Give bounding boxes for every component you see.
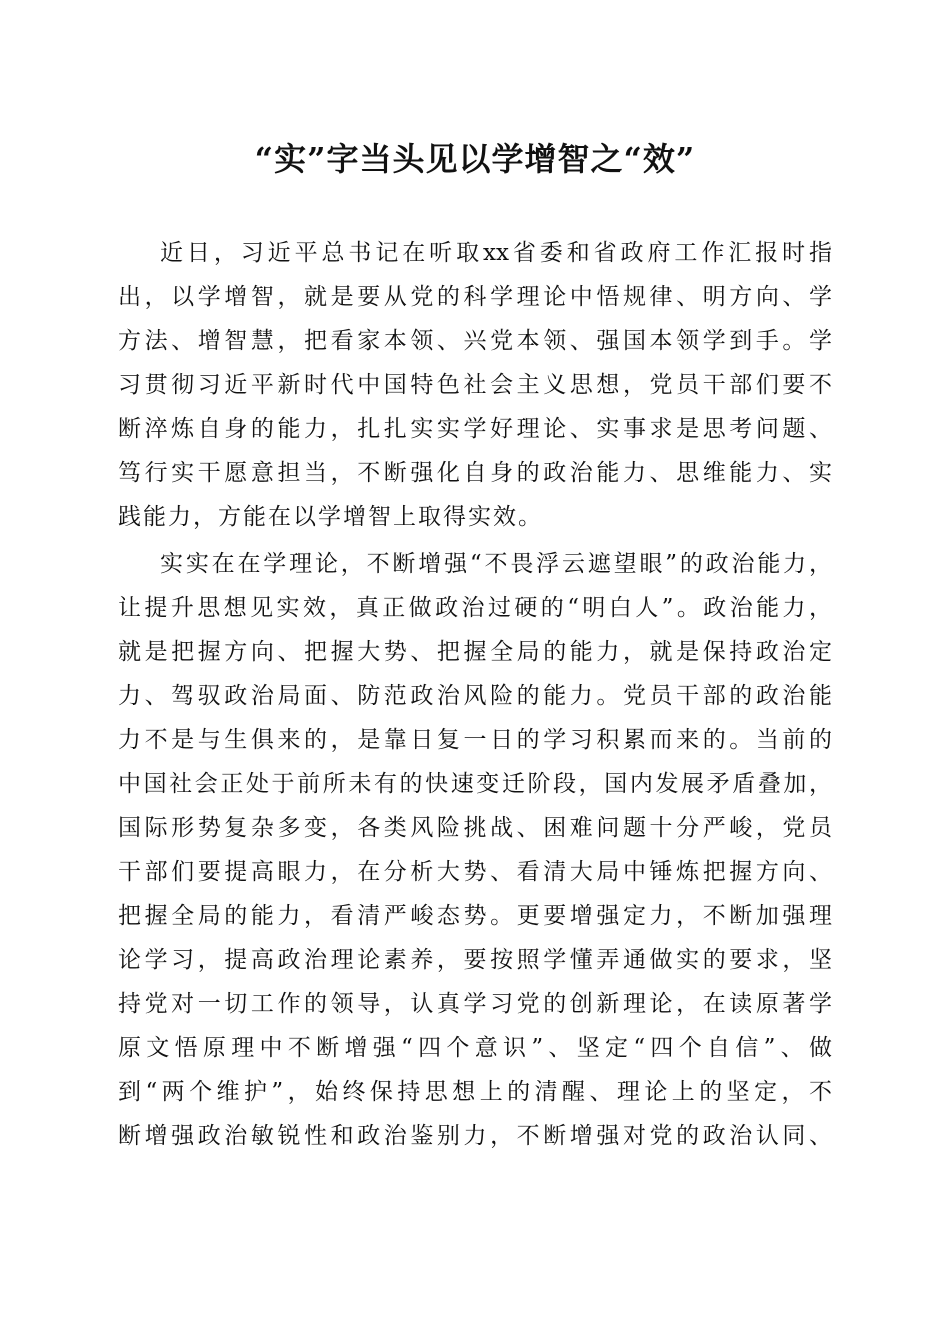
paragraph-line: 论学习，提高政治理论素养，要按照学懂弄通做实的要求，坚	[118, 947, 832, 973]
paragraph-line: 把握全局的能力，看清严峻态势。更要增强定力，不断加强理	[118, 903, 832, 929]
paragraph-line: 断增强政治敏锐性和政治鉴别力，不断增强对党的政治认同、	[118, 1123, 832, 1149]
paragraph-line: 原文悟原理中不断增强“四个意识”、坚定“四个自信”、做	[118, 1035, 832, 1061]
paragraph-line: 持党对一切工作的领导，认真学习党的创新理论，在读原著学	[118, 991, 832, 1017]
paragraph-line: 力不是与生俱来的，是靠日复一日的学习积累而来的。当前的	[118, 727, 832, 753]
paragraph-line: 笃行实干愿意担当，不断强化自身的政治能力、思维能力、实	[118, 460, 832, 486]
paragraph-line: 出，以学增智，就是要从党的科学理论中悟规律、明方向、学	[118, 284, 832, 310]
paragraph-line: 到“两个维护”，始终保持思想上的清醒、理论上的坚定，不	[118, 1079, 832, 1105]
paragraph-line: 国际形势复杂多变，各类风险挑战、困难问题十分严峻，党员	[118, 815, 832, 841]
paragraph-line: 让提升思想见实效，真正做政治过硬的“明白人”。政治能力，	[118, 595, 832, 621]
paragraph-line: 实实在在学理论，不断增强“不畏浮云遮望眼”的政治能力，	[160, 551, 832, 577]
paragraph-line: 习贯彻习近平新时代中国特色社会主义思想，党员干部们要不	[118, 372, 832, 398]
paragraph-line: 干部们要提高眼力，在分析大势、看清大局中锤炼把握方向、	[118, 859, 832, 885]
paragraph-line: 践能力，方能在以学增智上取得实效。	[118, 504, 543, 530]
paragraph-line: 近日，习近平总书记在听取xx省委和省政府工作汇报时指	[160, 240, 832, 266]
paragraph-line: 断淬炼自身的能力，扎扎实实学好理论、实事求是思考问题、	[118, 416, 832, 442]
document-title: “实”字当头见以学增智之“效”	[254, 140, 696, 178]
paragraph-line: 中国社会正处于前所未有的快速变迁阶段，国内发展矛盾叠加，	[118, 771, 832, 797]
paragraph-line: 就是把握方向、把握大势、把握全局的能力，就是保持政治定	[118, 639, 832, 665]
paragraph-line: 方法、增智慧，把看家本领、兴党本领、强国本领学到手。学	[118, 328, 832, 354]
paragraph-line: 力、驾驭政治局面、防范政治风险的能力。党员干部的政治能	[118, 683, 832, 709]
